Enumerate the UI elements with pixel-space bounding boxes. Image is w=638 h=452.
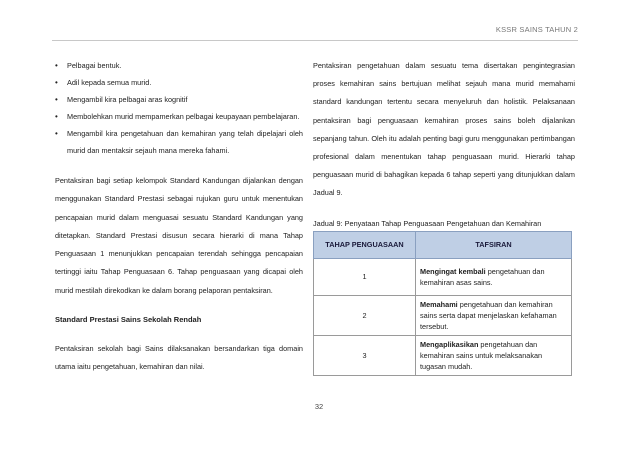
- paragraph-pentaksiran: Pentaksiran pengetahuan dalam sesuatu tema disertakan pengintegrasian proses kemahiran sains bertujuan melihat sejauh mana murid memahami standard kandungan tertentu secara menyeluruh dan holistik. Pelaksanaan pentaksiran bagi penguasaan kemahiran proses sains boleh dijalankan sepanjang tahun. Oleh itu adalah penting bagi guru menggunakan pertimbangan profesional dalam menentukan tahap penguasaan murid. Hierarki tahap penguasaan murid di bahagikan kepada 6 tahap seperti yang ditunjukkan dalam Jadual 9.: [313, 61, 575, 198]
- section-heading: Standard Prestasi Sains Sekolah Rendah: [55, 315, 202, 325]
- description-text: pengetahuan dan kemahiran asas sains.: [420, 266, 545, 287]
- paragraph-domain: Pentaksiran sekolah bagi Sains dilaksanakan bersandarkan tiga domain utama iaitu pengetahuan, kemahiran dan nilai.: [55, 344, 303, 372]
- description-text: pengetahuan dan kemahiran sains untuk melaksanakan tugasan mudah.: [420, 339, 543, 371]
- level-cell: 3: [314, 335, 416, 375]
- table-row: [314, 335, 572, 375]
- list-item: • Mengambil kira pengetahuan dan kemahiran yang telah dipelajari oleh murid dan mentaksir sejauh mana mereka fahami.: [55, 125, 303, 159]
- bullet-list: [55, 57, 303, 159]
- description-cell: [416, 258, 572, 295]
- description-text: pengetahuan dan kemahiran sains serta dapat menjelaskan kefahaman tersebut.: [420, 299, 557, 331]
- list-item: • Adil kepada semua murid.: [55, 74, 303, 91]
- header-tahap: TAHAP PENGUASAAN: [314, 231, 416, 258]
- right-column: [313, 57, 575, 376]
- page-number: 32: [314, 402, 324, 411]
- level-cell: 2: [314, 295, 416, 335]
- description-keyword: Mengaplikasikan: [420, 339, 479, 349]
- list-item: • Mengambil kira pelbagai aras kognitif: [55, 91, 303, 108]
- jadual-9-table: [313, 231, 572, 376]
- description-cell: [416, 295, 572, 335]
- description-keyword: Mengingat kembali: [420, 266, 486, 276]
- running-header: KSSR SAINS TAHUN 2: [495, 25, 578, 34]
- header-tafsiran: TAFSIRAN: [416, 231, 572, 258]
- description-cell: [416, 335, 572, 375]
- header-divider: [52, 40, 578, 41]
- table-row: [314, 258, 572, 295]
- left-column: [55, 57, 303, 377]
- list-item: • Pelbagai bentuk.: [55, 57, 303, 74]
- level-cell: 1: [314, 258, 416, 295]
- table-caption: Jadual 9: Penyataan Tahap Penguasaan Pengetahuan dan Kemahiran: [313, 218, 542, 228]
- description-keyword: Memahami: [420, 299, 458, 309]
- table-row: [314, 295, 572, 335]
- paragraph-standard-prestasi: Pentaksiran bagi setiap kelompok Standard Kandungan dijalankan dengan menggunakan Standard Prestasi sebagai rujukan guru untuk menentukan pencapaian murid dalam menguasai sesuatu Standard Kandungan yang ditetapkan. Standard Prestasi disusun secara hierarki di mana Tahap Penguasaan 1 menunjukkan pencapaian terendah sehingga pencapaian tertinggi iaitu Tahap Penguasaan 6. Tahap penguasaan yang dicapai oleh murid mestilah direkodkan ke dalam borang pelaporan pentaksiran.: [55, 176, 303, 295]
- list-item: • Membolehkan murid mempamerkan pelbagai keupayaan pembelajaran.: [55, 108, 303, 125]
